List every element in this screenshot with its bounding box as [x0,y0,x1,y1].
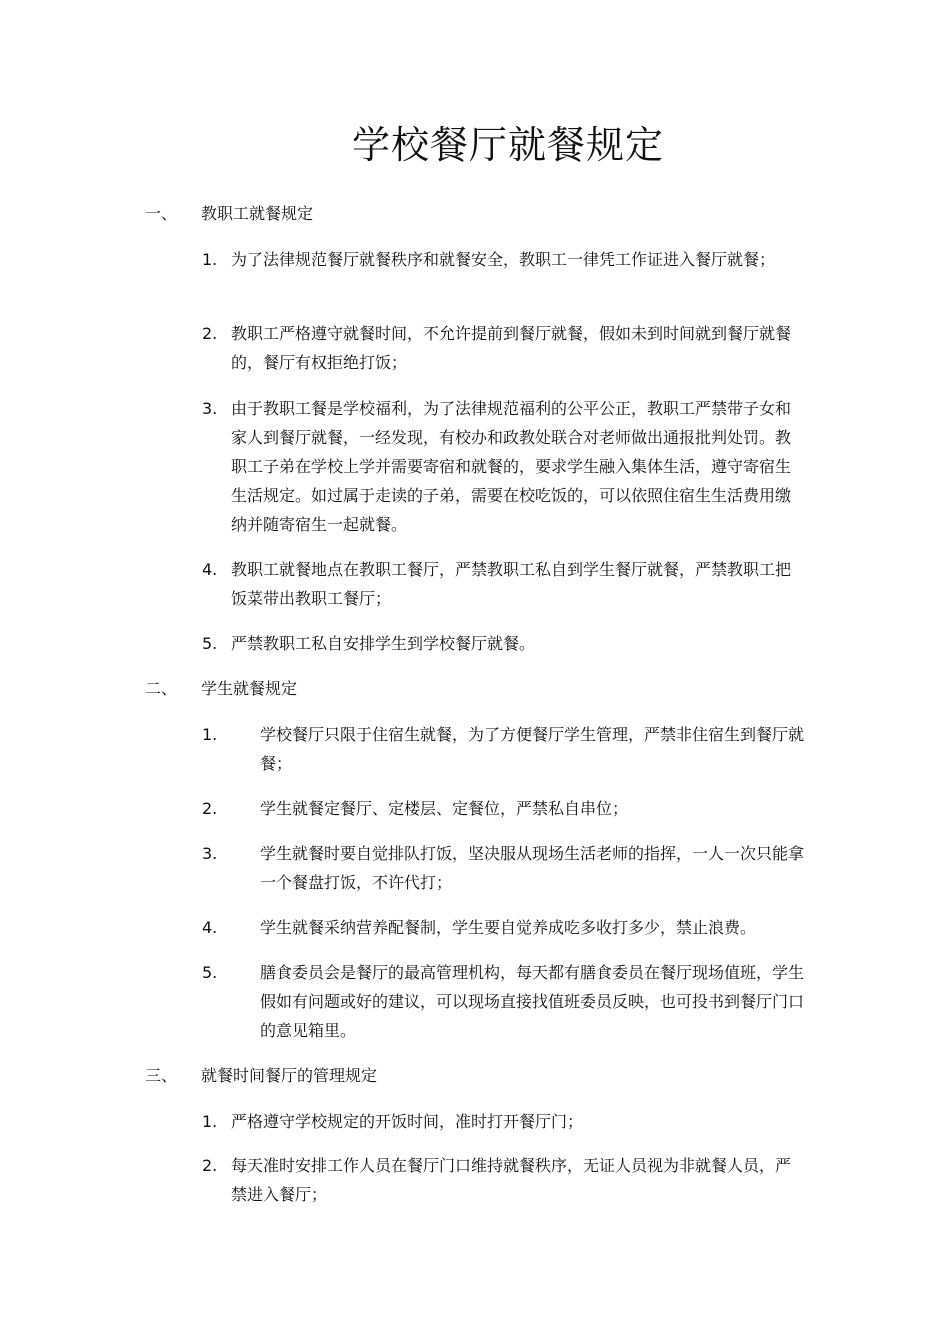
item-number: 3. [202,399,218,418]
list-item [202,1151,802,1209]
item-text: 为了法律规范餐厅就餐秩序和就餐安全，教职工一律凭工作证进入餐厅就餐； [231,250,776,269]
item-text: 学校餐厅只限于住宿生就餐，为了方便餐厅学生管理，严禁非住宿生到餐厅就餐； [260,725,805,773]
item-number: 3. [202,844,218,863]
item-number: 5. [202,963,218,982]
list-item [202,555,802,613]
item-text: 膳食委员会是餐厅的最高管理机构，每天都有膳食委员在餐厅现场值班，学生假如有问题或好的建议，可以现场直接找值班委员反映，也可投书到餐厅门口的意见箱里。 [260,963,805,1040]
item-number: 1. [202,250,218,269]
item-text: 学生就餐定餐厅、定楼层、定餐位，严禁私自串位； [260,799,629,818]
section-number: 二、 [145,679,178,698]
item-number: 2. [202,1156,218,1175]
section-number: 三、 [145,1066,178,1085]
section-heading-2 [145,675,297,703]
list-item [202,1107,802,1136]
section-title: 学生就餐规定 [201,679,298,698]
section-title: 教职工就餐规定 [201,204,314,223]
list-item [202,319,802,377]
section-heading-3 [145,1062,377,1090]
item-text: 严禁教职工私自安排学生到学校餐厅就餐。 [231,634,536,653]
item-text: 严格遵守学校规定的开饭时间，准时打开餐厅门； [231,1112,584,1131]
list-item [202,629,802,658]
item-number: 2. [202,324,218,343]
list-item [202,794,822,823]
item-text: 学生就餐时要自觉排队打饭，坚决服从现场生活老师的指挥，一人一次只能拿一个餐盘打饭，不许代打； [260,844,805,892]
item-number: 5. [202,634,218,653]
item-text: 学生就餐采纳营养配餐制，学生要自觉养成吃多收打多少，禁止浪费。 [260,918,757,937]
item-text: 每天准时安排工作人员在餐厅门口维持就餐秩序，无证人员视为非就餐人员，严禁进入餐厅； [231,1156,792,1204]
section-number: 一、 [145,204,178,223]
item-text: 教职工就餐地点在教职工餐厅，严禁教职工私自到学生餐厅就餐，严禁教职工把饭菜带出教职工餐厅； [231,560,792,608]
item-number: 4. [202,918,218,937]
list-item [202,913,822,942]
item-number: 4. [202,560,218,579]
list-item [202,394,802,539]
list-item [202,245,802,274]
page-title: 学校餐厅就餐规定 [351,123,664,167]
section-title: 就餐时间餐厅的管理规定 [201,1066,378,1085]
list-item [202,958,822,1045]
item-number: 1. [202,1112,218,1131]
item-text: 教职工严格遵守就餐时间，不允许提前到餐厅就餐，假如未到时间就到餐厅就餐的，餐厅有权拒绝打饭； [231,324,792,372]
section-heading-1 [145,200,313,228]
item-number: 2. [202,799,218,818]
item-text: 由于教职工餐是学校福利，为了法律规范福利的公平公正，教职工严禁带子女和家人到餐厅就餐，一经发现，有校办和政教处联合对老师做出通报批判处罚。教职工子弟在学校上学并需要寄宿和就餐的，要求学生融入集体生活，遵守寄宿生生活规定。如过属于走读的子弟，需要在校吃饭的，可以依照住宿生生活费用缴纳并随寄宿生一起就餐。 [231,399,792,534]
list-item [202,720,822,778]
list-item [202,839,822,897]
item-number: 1. [202,725,218,744]
